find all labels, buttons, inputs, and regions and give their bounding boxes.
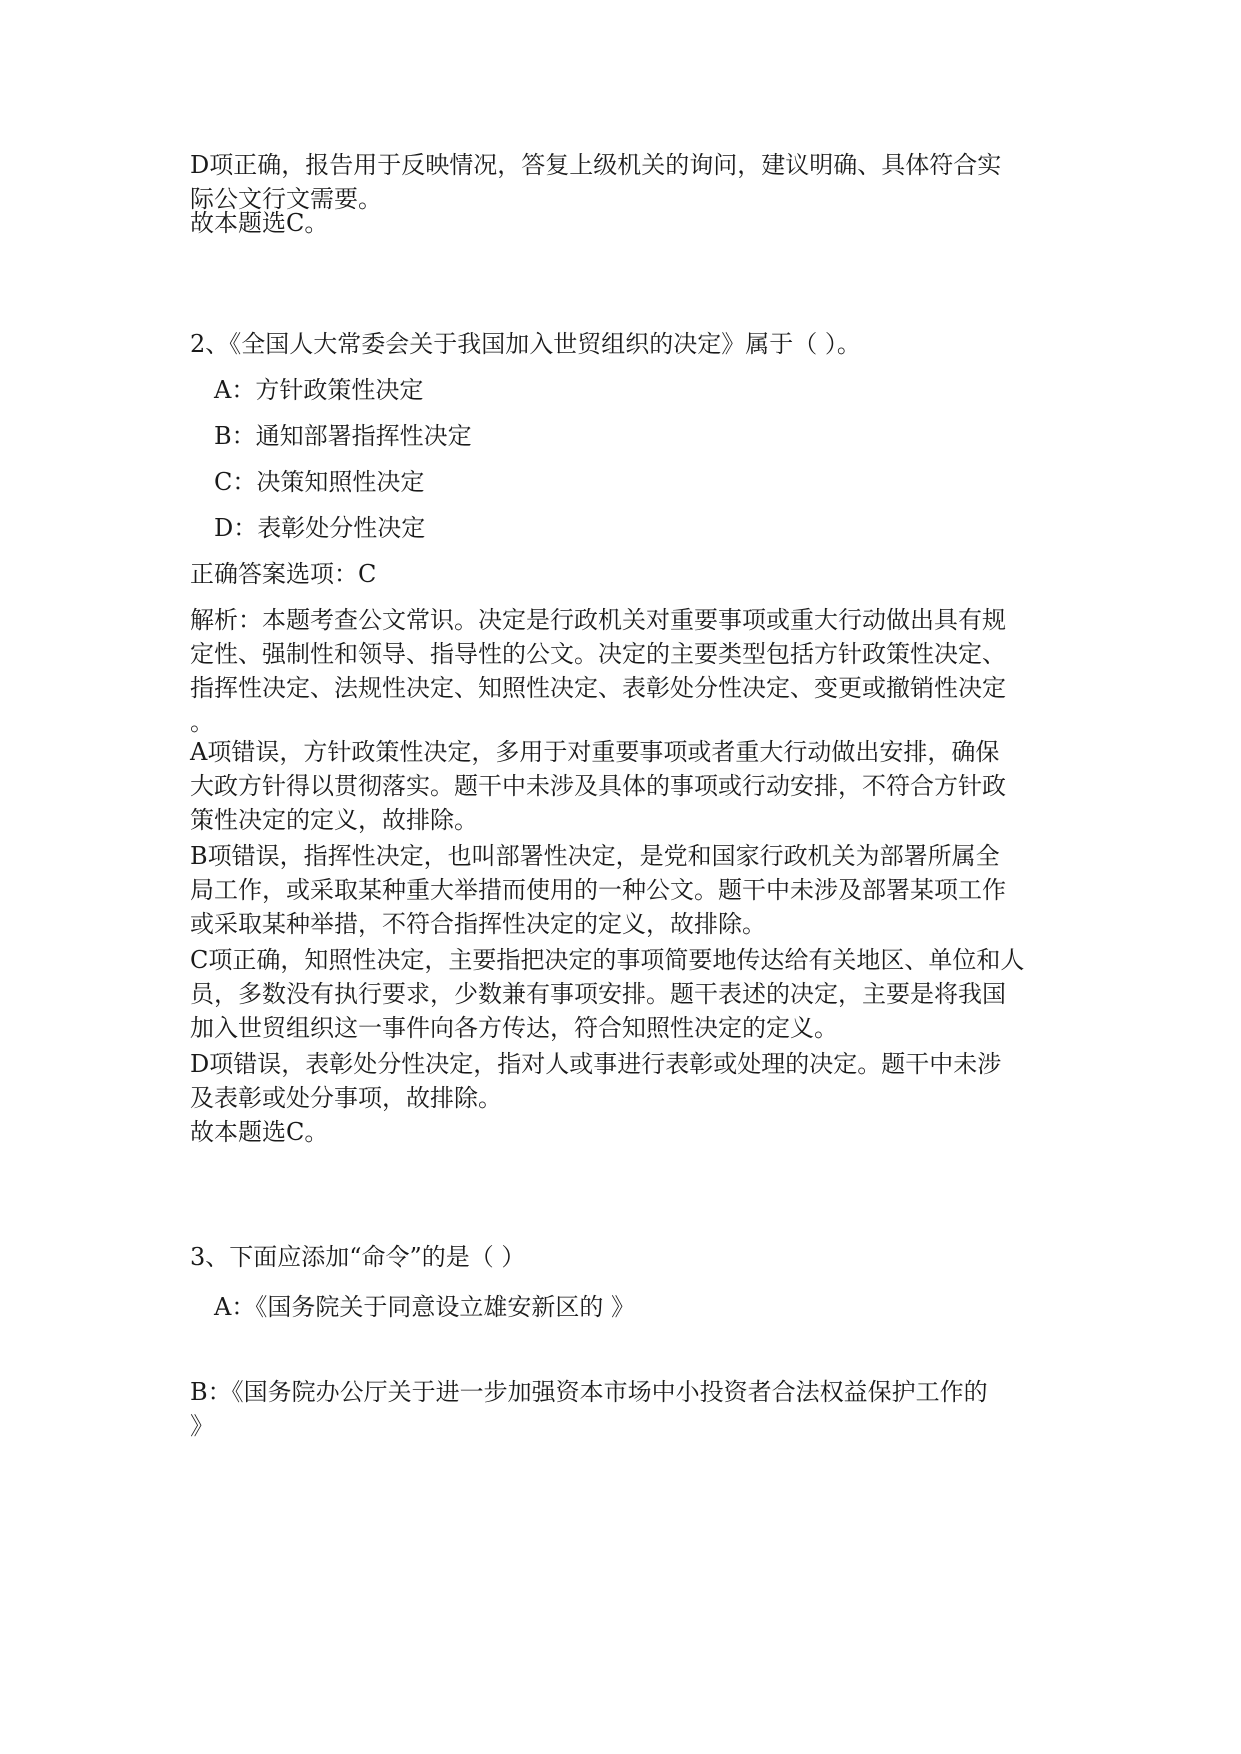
text-line: 加入世贸组织这一事件向各方传达，符合知照性决定的定义。: [190, 1014, 838, 1042]
text-line: A项错误，方针政策性决定，多用于对重要事项或者重大行动做出安排，确保: [190, 738, 1000, 766]
text-line: 及表彰或处分事项，故排除。: [190, 1084, 502, 1112]
q2-option-b-analysis: [190, 839, 1070, 941]
text-line: 。: [190, 708, 214, 736]
text-line: 》: [190, 1412, 214, 1440]
text-line: 际公文行文需要。: [190, 185, 382, 213]
q2-option-c-analysis: [190, 943, 1070, 1045]
text-line: C项正确，知照性决定，主要指把决定的事项简要地传达给有关地区、单位和人: [190, 946, 1025, 974]
q3-stem: 3、下面应添加“命令”的是（ ）: [190, 1243, 526, 1271]
text-line: 大政方针得以贯彻落实。题干中未涉及具体的事项或行动安排，不符合方针政: [190, 772, 1006, 800]
q2-option-d-analysis: [190, 1047, 1070, 1115]
text-line: 员，多数没有执行要求，少数兼有事项安排。题干表述的决定，主要是将我国: [190, 980, 1006, 1008]
q3-option-b: [190, 1375, 1070, 1443]
q2-answer: 正确答案选项：C: [190, 560, 377, 588]
q2-stem: 2、《全国人大常委会关于我国加入世贸组织的决定》属于（ ）。: [190, 330, 861, 358]
text-line: 指挥性决定、法规性决定、知照性决定、表彰处分性决定、变更或撤销性决定: [190, 674, 1006, 702]
text-line: D项错误，表彰处分性决定，指对人或事进行表彰或处理的决定。题干中未涉: [190, 1050, 1002, 1078]
q2-conclusion: 故本题选C。: [190, 1118, 329, 1146]
q2-option-a: A：方针政策性决定: [214, 376, 424, 404]
q3-option-a: A：《国务院关于同意设立雄安新区的 》: [214, 1293, 635, 1321]
q2-option-b: B：通知部署指挥性决定: [214, 422, 472, 450]
q1-conclusion: 故本题选C。: [190, 209, 329, 237]
text-line: 局工作，或采取某种重大举措而使用的一种公文。题干中未涉及部署某项工作: [190, 876, 1006, 904]
text-line: D项正确，报告用于反映情况，答复上级机关的询问，建议明确、具体符合实: [190, 151, 1002, 179]
text-line: 解析：本题考查公文常识。决定是行政机关对重要事项或重大行动做出具有规: [190, 606, 1006, 634]
q2-option-c: C：决策知照性决定: [214, 468, 425, 496]
q2-option-d: D：表彰处分性决定: [214, 514, 426, 542]
text-line: 定性、强制性和领导、指导性的公文。决定的主要类型包括方针政策性决定、: [190, 640, 1006, 668]
text-line: 策性决定的定义，故排除。: [190, 806, 478, 834]
q2-analysis: [190, 603, 1070, 739]
q2-option-a-analysis: [190, 735, 1070, 837]
text-line: 或采取某种举措，不符合指挥性决定的定义，故排除。: [190, 910, 766, 938]
text-line: B：《国务院办公厅关于进一步加强资本市场中小投资者合法权益保护工作的: [190, 1378, 988, 1406]
text-line: B项错误，指挥性决定，也叫部署性决定，是党和国家行政机关为部署所属全: [190, 842, 1000, 870]
